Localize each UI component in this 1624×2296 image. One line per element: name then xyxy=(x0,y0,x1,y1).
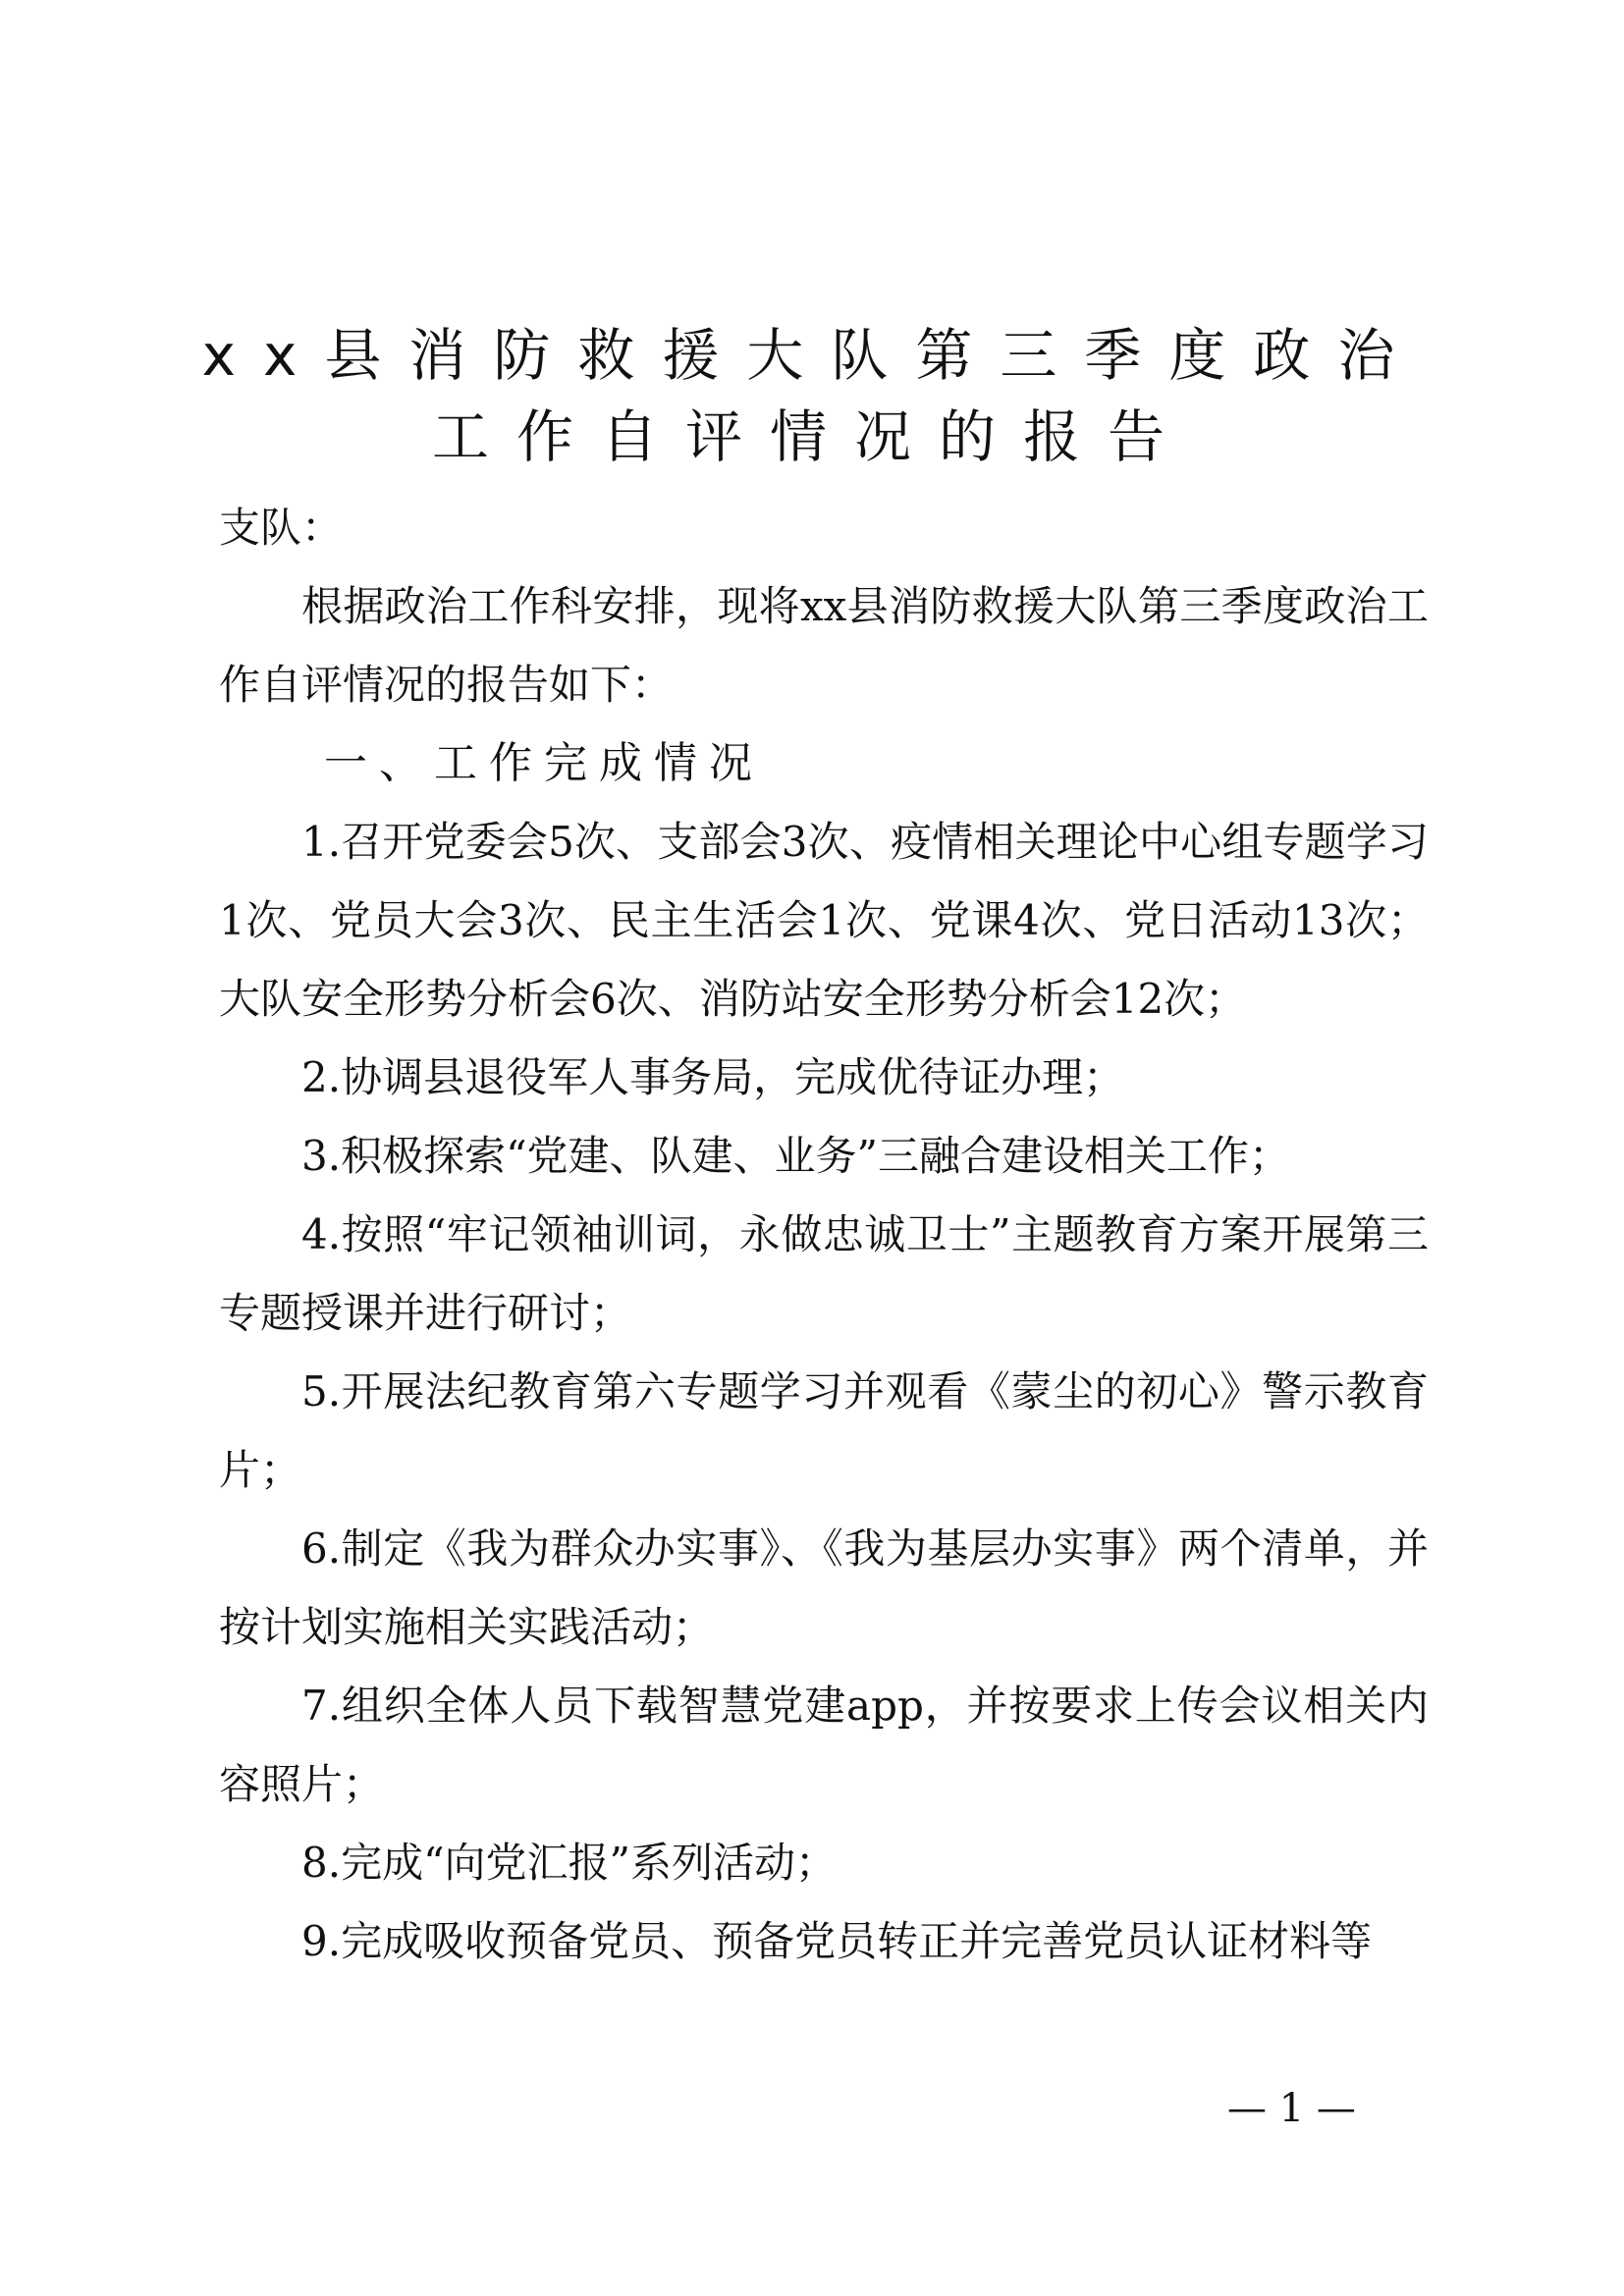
salutation: 支队： xyxy=(219,504,344,552)
list-item: 7.组织全体人员下载智慧党建app，并按要求上传会议相关内容照片； xyxy=(219,1682,1429,1808)
list-item: 3.积极探索“党建、队建、业务”三融合建设相关工作； xyxy=(301,1132,1291,1180)
list-item: 4.按照“牢记领袖训词，永做忠诚卫士”主题教育方案开展第三专题授课并进行研讨； xyxy=(219,1210,1429,1337)
section-heading: 一、工作完成情况 xyxy=(324,738,764,788)
list-item: 6.制定《我为群众办实事》、《我为基层办实事》两个清单，并按计划实施相关实践活动； xyxy=(219,1524,1429,1651)
list-item: 1.召开党委会5次、支部会3次、疫情相关理论中心组专题学习1次、党员大会3次、民主生活会1次、党课4次、党日活动13次；大队安全形势分析会6次、消防站安全形势分析会12次； xyxy=(219,818,1429,1023)
document-title-line-2: 工作自评情况的报告 xyxy=(431,403,1192,470)
list-item: 5.开展法纪教育第六专题学习并观看《蒙尘的初心》警示教育片； xyxy=(219,1367,1429,1494)
list-item: 9.完成吸收预备党员、预备党员转正并完善党员认证材料等 xyxy=(301,1917,1373,1965)
list-item: 8.完成“向党汇报”系列活动； xyxy=(301,1839,838,1887)
page-number: — 1 — xyxy=(1227,2086,1356,2131)
list-item: 2.协调县退役军人事务局，完成优待证办理； xyxy=(301,1053,1125,1101)
document-title-line-1: xx县消防救援大队第三季度政治 xyxy=(201,322,1423,389)
intro-paragraph: 根据政治工作科安排，现将xx县消防救援大队第三季度政治工作自评情况的报告如下： xyxy=(219,582,1429,709)
